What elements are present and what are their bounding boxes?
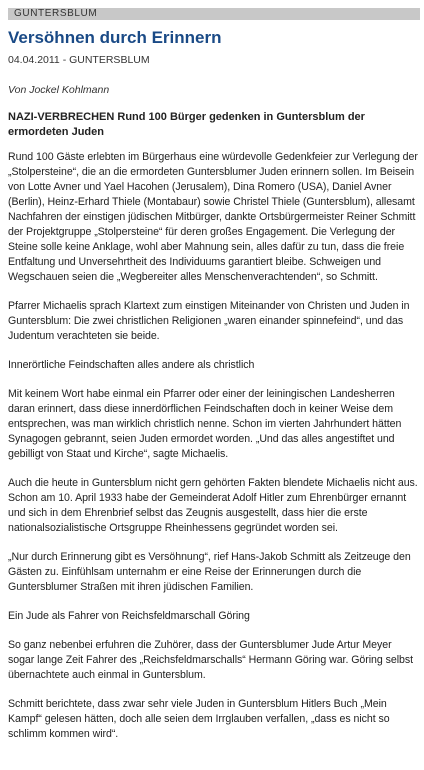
article-subheading-1: Innerörtliche Feindschaften alles andere als christlich <box>8 359 255 371</box>
article-subheading-2: Ein Jude als Fahrer von Reichsfeldmarschall Göring <box>8 610 250 622</box>
article-paragraph-3: Mit keinem Wort habe einmal ein Pfarrer oder einer der leiningischen Landesherren daran erinnert, dass diese innerdörflichen Feindschaften doch in keiner Weise dem entsprechen, was man wirklich christlich nenne. Schon im vierten Jahrhundert hätten Synagogen gebrannt, seien Juden ermordet worden. „Und das alles angestiftet und gebilligt von Staat und Kirche“, sagte Michaelis. <box>8 388 402 460</box>
article-author: Von Jockel Kohlmann <box>8 84 110 96</box>
article-paragraph-4: Auch die heute in Guntersblum nicht gern gehörten Fakten blendete Michaelis nicht aus. Schon am 10. April 1933 habe der Gemeinderat Adolf Hitler zum Ehrenbürger ernannt und sich in dem Ehrenbrief selbst das Zeugnis ausgestellt, dass hier die erste nationalsozialistische Ortsgruppe Rheinhessens gegründet worden sei. <box>8 477 418 534</box>
article-date-location: 04.04.2011 - GUNTERSBLUM <box>8 54 150 66</box>
article-paragraph-2: Pfarrer Michaelis sprach Klartext zum einstigen Miteinander von Christen und Juden in Guntersblum: Die zwei christlichen Religionen „waren einander spinnefeind“, und das Judentum verachteten sie beide. <box>8 300 410 342</box>
section-header-bar <box>8 8 420 20</box>
article-body <box>8 150 420 756</box>
article-paragraph-1: Rund 100 Gäste erlebten im Bürgerhaus eine würdevolle Gedenkfeier zur Verlegung der „Stolpersteine“, die an die ermordeten Guntersblumer Juden erinnern sollen. Im Beisein von Lotte Avner und Yael Hacohen (Jerusalem), Dina Romero (USA), Daniel Avner (Berlin), Heinz-Erhard Thiele (Montabaur) sowie Christel Thiele (Guntersblum), allesamt Nachfahren der einstigen jüdischen Mitbürger, dankte Ortsbürgermeister Reiner Schmitt der Projektgruppe „Stolpersteine“ für deren großes Engagement. Die Verlegung der Steine solle keine Anklage, wohl aber Mahnung sein, alles dafür zu tun, dass die freie Entfaltung und Unversehrtheit des Individuums garantiert bleibe. Schweigen und Wegschauen seien die „Wegbereiter alles Menschenverachtenden“, so Schmitt. <box>8 151 418 283</box>
article-paragraph-5: „Nur durch Erinnerung gibt es Versöhnung“, rief Hans-Jakob Schmitt als Zeitzeuge den Gästen zu. Einfühlsam unternahm er eine Reise der Erinnerungen durch die Guntersblumer Straßen mit ihren jüdischen Familien. <box>8 551 411 593</box>
article-title: Versöhnen durch Erinnern <box>8 28 222 47</box>
section-label: GUNTERSBLUM <box>14 8 98 19</box>
article-paragraph-7: Schmitt berichtete, dass zwar sehr viele Juden in Guntersblum Hitlers Buch „Mein Kampf“ gelesen hätten, doch alle seien dem Irrglauben verfallen, „dass es nicht so schlimm kommen wird“. <box>8 698 390 740</box>
article-lead: NAZI-VERBRECHEN Rund 100 Bürger gedenken in Guntersblum der ermordeten Juden <box>8 111 365 138</box>
article-paragraph-6: So ganz nebenbei erfuhren die Zuhörer, dass der Guntersblumer Jude Artur Meyer sogar lange Zeit Fahrer des „Reichsfeldmarschalls“ Hermann Göring war. Göring selbst übernachtete auch einmal in Guntersblum. <box>8 639 414 681</box>
